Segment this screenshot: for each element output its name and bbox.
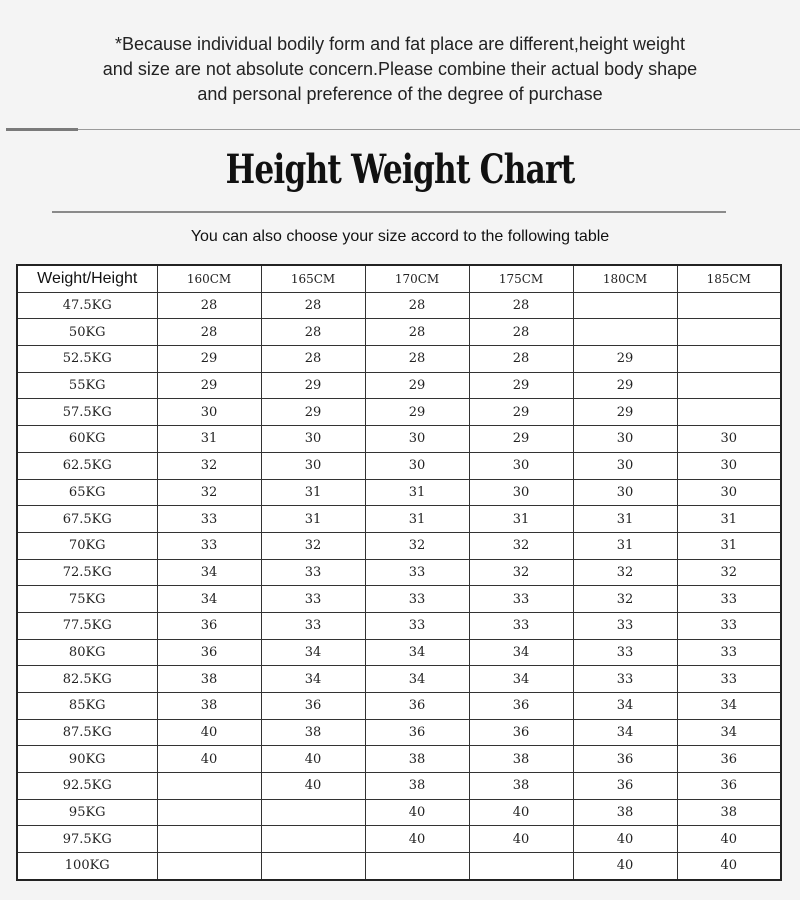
size-cell <box>157 799 261 826</box>
size-cell: 30 <box>469 479 573 506</box>
size-cell: 31 <box>677 506 781 533</box>
table-row <box>17 479 781 506</box>
weight-cell: 87.5KG <box>17 719 157 746</box>
size-cell: 30 <box>677 426 781 453</box>
size-cell: 33 <box>365 586 469 613</box>
weight-cell: 65KG <box>17 479 157 506</box>
size-cell: 33 <box>261 612 365 639</box>
size-cell: 30 <box>365 452 469 479</box>
size-cell: 28 <box>157 319 261 346</box>
size-cell: 30 <box>677 479 781 506</box>
size-cell: 34 <box>677 693 781 720</box>
size-cell: 30 <box>573 426 677 453</box>
table-row <box>17 773 781 800</box>
size-cell: 36 <box>157 612 261 639</box>
size-cell: 32 <box>677 559 781 586</box>
size-cell: 33 <box>573 666 677 693</box>
size-cell: 36 <box>261 693 365 720</box>
table-row <box>17 559 781 586</box>
size-cell: 40 <box>573 853 677 880</box>
table-row <box>17 746 781 773</box>
size-cell: 33 <box>365 559 469 586</box>
size-cell: 40 <box>573 826 677 853</box>
size-cell: 34 <box>469 639 573 666</box>
size-cell: 31 <box>469 506 573 533</box>
table-row <box>17 666 781 693</box>
size-cell: 31 <box>573 506 677 533</box>
size-cell: 29 <box>573 372 677 399</box>
weight-cell: 52.5KG <box>17 346 157 373</box>
size-cell: 30 <box>261 426 365 453</box>
weight-cell: 60KG <box>17 426 157 453</box>
size-cell: 29 <box>157 346 261 373</box>
disclaimer-line: *Because individual bodily form and fat place are different,height weight <box>114 34 686 54</box>
height-header: 180CM <box>573 265 677 292</box>
size-cell: 28 <box>261 346 365 373</box>
table-row <box>17 799 781 826</box>
size-cell: 29 <box>469 372 573 399</box>
corner-header: Weight/Height <box>17 265 157 292</box>
size-cell: 40 <box>469 799 573 826</box>
size-cell: 29 <box>365 372 469 399</box>
size-cell <box>573 292 677 319</box>
size-cell: 31 <box>157 426 261 453</box>
size-cell <box>157 773 261 800</box>
weight-cell: 57.5KG <box>17 399 157 426</box>
size-cell: 29 <box>157 372 261 399</box>
table-row <box>17 826 781 853</box>
table-row <box>17 292 781 319</box>
top-divider <box>6 129 800 130</box>
size-cell: 40 <box>677 853 781 880</box>
size-cell: 33 <box>677 586 781 613</box>
size-cell: 30 <box>677 452 781 479</box>
size-cell: 28 <box>365 319 469 346</box>
height-header: 165CM <box>261 265 365 292</box>
size-cell <box>157 826 261 853</box>
size-cell: 38 <box>573 799 677 826</box>
size-cell: 36 <box>469 693 573 720</box>
disclaimer-line: and personal preference of the degree of purchase <box>197 84 603 104</box>
size-cell <box>573 319 677 346</box>
size-cell: 33 <box>157 532 261 559</box>
weight-cell: 77.5KG <box>17 612 157 639</box>
weight-cell: 95KG <box>17 799 157 826</box>
size-cell: 34 <box>157 586 261 613</box>
size-cell <box>261 799 365 826</box>
top-divider-accent <box>6 128 78 131</box>
page-title: Height Weight Chart <box>225 146 575 193</box>
size-cell: 32 <box>157 452 261 479</box>
table-row <box>17 506 781 533</box>
height-header: 170CM <box>365 265 469 292</box>
size-cell: 38 <box>261 719 365 746</box>
table-row <box>17 372 781 399</box>
size-cell: 38 <box>157 666 261 693</box>
size-cell <box>157 853 261 880</box>
size-cell: 33 <box>261 586 365 613</box>
size-cell <box>261 826 365 853</box>
size-cell: 30 <box>365 426 469 453</box>
size-cell: 29 <box>573 399 677 426</box>
weight-cell: 92.5KG <box>17 773 157 800</box>
size-cell: 28 <box>469 319 573 346</box>
size-cell: 29 <box>469 426 573 453</box>
size-cell: 34 <box>469 666 573 693</box>
size-cell: 40 <box>157 746 261 773</box>
table-row <box>17 399 781 426</box>
size-cell: 28 <box>469 346 573 373</box>
size-cell <box>365 853 469 880</box>
height-header: 175CM <box>469 265 573 292</box>
table-body <box>17 292 781 880</box>
weight-cell: 100KG <box>17 853 157 880</box>
size-cell: 31 <box>261 506 365 533</box>
size-cell: 29 <box>365 399 469 426</box>
size-cell: 28 <box>469 292 573 319</box>
table-row <box>17 639 781 666</box>
size-cell: 29 <box>261 372 365 399</box>
size-cell: 28 <box>157 292 261 319</box>
size-cell: 33 <box>469 612 573 639</box>
size-cell: 32 <box>469 559 573 586</box>
size-cell: 34 <box>261 639 365 666</box>
size-cell: 36 <box>677 773 781 800</box>
table-row <box>17 532 781 559</box>
size-cell: 34 <box>365 666 469 693</box>
size-cell: 34 <box>573 719 677 746</box>
size-cell: 30 <box>157 399 261 426</box>
size-cell: 31 <box>365 479 469 506</box>
table-row <box>17 719 781 746</box>
table-row <box>17 426 781 453</box>
table-row <box>17 319 781 346</box>
table-row <box>17 612 781 639</box>
size-cell: 40 <box>261 773 365 800</box>
size-cell: 31 <box>365 506 469 533</box>
weight-cell: 82.5KG <box>17 666 157 693</box>
size-cell: 31 <box>261 479 365 506</box>
size-cell: 40 <box>365 826 469 853</box>
size-cell: 33 <box>157 506 261 533</box>
size-cell: 30 <box>573 452 677 479</box>
size-cell: 40 <box>469 826 573 853</box>
table-row <box>17 586 781 613</box>
size-cell: 29 <box>469 399 573 426</box>
size-cell: 32 <box>573 559 677 586</box>
size-cell <box>469 853 573 880</box>
size-cell: 31 <box>677 532 781 559</box>
size-cell: 34 <box>261 666 365 693</box>
size-cell: 40 <box>261 746 365 773</box>
table-row <box>17 693 781 720</box>
size-cell: 28 <box>365 346 469 373</box>
weight-cell: 80KG <box>17 639 157 666</box>
size-cell: 28 <box>365 292 469 319</box>
size-cell: 32 <box>573 586 677 613</box>
weight-cell: 62.5KG <box>17 452 157 479</box>
table-header-row <box>17 265 781 292</box>
size-cell: 34 <box>157 559 261 586</box>
size-cell: 36 <box>573 746 677 773</box>
disclaimer-line: and size are not absolute concern.Please combine their actual body shape <box>102 59 698 79</box>
size-cell <box>677 372 781 399</box>
size-cell: 33 <box>365 612 469 639</box>
size-cell: 33 <box>677 666 781 693</box>
size-cell: 32 <box>261 532 365 559</box>
weight-cell: 72.5KG <box>17 559 157 586</box>
size-cell: 38 <box>469 773 573 800</box>
size-cell: 31 <box>573 532 677 559</box>
height-header: 185CM <box>677 265 781 292</box>
size-cell: 40 <box>157 719 261 746</box>
size-cell: 36 <box>157 639 261 666</box>
title-divider <box>52 211 726 213</box>
table-row <box>17 853 781 880</box>
weight-cell: 75KG <box>17 586 157 613</box>
size-cell: 32 <box>365 532 469 559</box>
weight-cell: 90KG <box>17 746 157 773</box>
height-header: 160CM <box>157 265 261 292</box>
size-cell: 32 <box>157 479 261 506</box>
size-cell <box>677 399 781 426</box>
size-cell: 33 <box>573 612 677 639</box>
size-cell: 38 <box>469 746 573 773</box>
weight-cell: 70KG <box>17 532 157 559</box>
table-subtitle: You can also choose your size accord to the following table <box>190 228 610 245</box>
table-row <box>17 346 781 373</box>
weight-cell: 55KG <box>17 372 157 399</box>
disclaimer-notice <box>0 32 800 107</box>
size-cell: 30 <box>469 452 573 479</box>
size-cell: 38 <box>365 746 469 773</box>
size-cell: 33 <box>573 639 677 666</box>
size-cell <box>677 346 781 373</box>
size-cell: 36 <box>573 773 677 800</box>
size-cell: 36 <box>365 719 469 746</box>
size-cell <box>261 853 365 880</box>
size-cell: 33 <box>261 559 365 586</box>
size-cell: 36 <box>365 693 469 720</box>
size-cell: 38 <box>677 799 781 826</box>
size-cell <box>677 292 781 319</box>
size-cell: 28 <box>261 319 365 346</box>
size-cell: 38 <box>365 773 469 800</box>
size-cell: 33 <box>469 586 573 613</box>
weight-cell: 50KG <box>17 319 157 346</box>
weight-cell: 47.5KG <box>17 292 157 319</box>
size-cell: 36 <box>469 719 573 746</box>
weight-cell: 97.5KG <box>17 826 157 853</box>
size-cell: 29 <box>261 399 365 426</box>
weight-cell: 67.5KG <box>17 506 157 533</box>
size-cell: 34 <box>365 639 469 666</box>
size-cell: 38 <box>157 693 261 720</box>
size-cell: 40 <box>677 826 781 853</box>
size-cell: 34 <box>677 719 781 746</box>
size-cell: 30 <box>573 479 677 506</box>
weight-cell: 85KG <box>17 693 157 720</box>
size-cell: 32 <box>469 532 573 559</box>
size-chart-table <box>16 264 782 881</box>
size-cell: 34 <box>573 693 677 720</box>
size-cell: 30 <box>261 452 365 479</box>
table-row <box>17 452 781 479</box>
size-cell: 28 <box>261 292 365 319</box>
size-cell <box>677 319 781 346</box>
size-cell: 33 <box>677 639 781 666</box>
size-cell: 36 <box>677 746 781 773</box>
size-cell: 40 <box>365 799 469 826</box>
size-cell: 29 <box>573 346 677 373</box>
size-cell: 33 <box>677 612 781 639</box>
